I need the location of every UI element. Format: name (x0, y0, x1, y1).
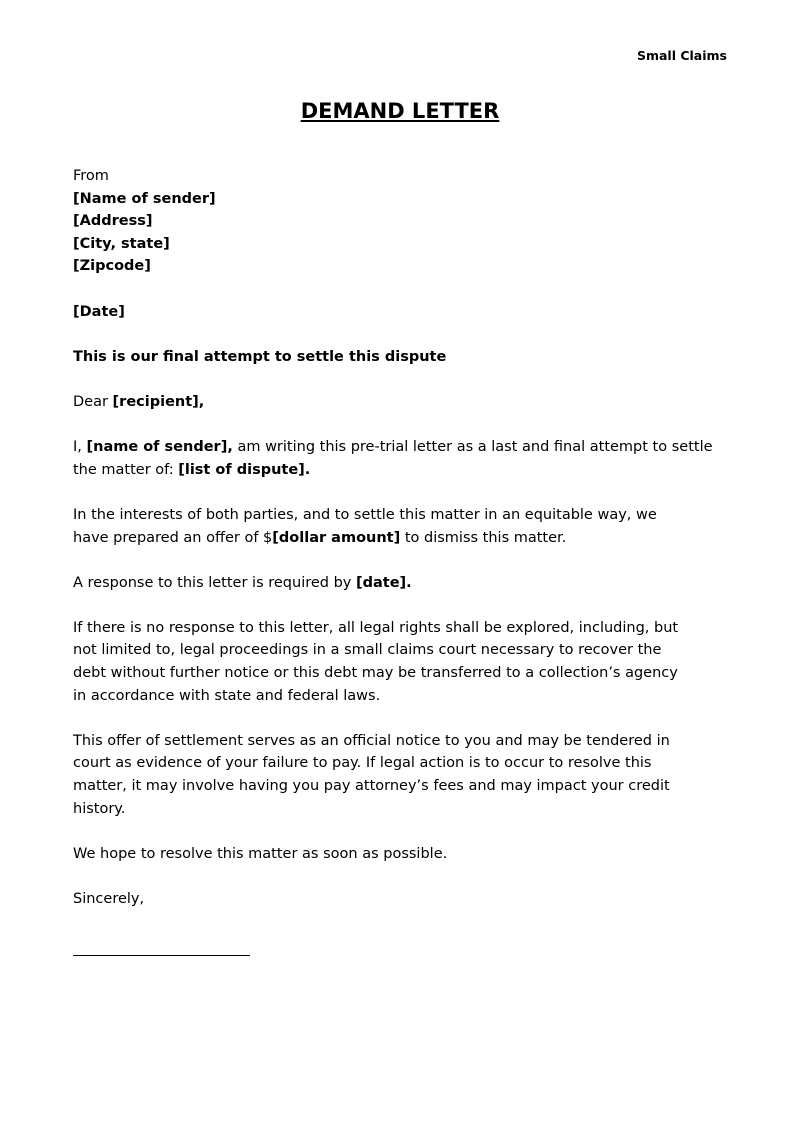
notice-line2: court as evidence of your failure to pay. If legal action is to occur to resolve this (73, 755, 652, 772)
intro-prefix: I, (73, 439, 87, 456)
legal-line3: debt without further notice or this debt may be transferred to a collection’s agency (73, 665, 678, 682)
response-prefix: A response to this letter is required by (73, 574, 356, 591)
closing-text: Sincerely, (73, 891, 145, 907)
intro-sender-name: [name of sender], (86, 439, 233, 456)
sender-block (73, 165, 733, 278)
intro-line1-rest: am writing this pre-trial letter as a last and final attempt to settle (232, 439, 713, 456)
offer-line1: In the interests of both parties, and to settle this matter in an equitable way, we (73, 506, 657, 523)
signature-line (73, 955, 250, 956)
notice-line1: This offer of settlement serves as an official notice to you and may be tendered in (73, 732, 670, 749)
intro-dispute-list: [list of dispute]. (178, 461, 311, 478)
intro-line2-prefix: the matter of: (73, 461, 179, 478)
paragraph-legal-rights (73, 617, 733, 707)
header-category-label: Small Claims (636, 48, 727, 63)
salutation-recipient: [recipient], (112, 393, 205, 410)
response-date: [date]. (356, 574, 412, 591)
subject-block (73, 346, 733, 369)
sender-name: [Name of sender] (73, 190, 216, 207)
resolve-text: We hope to resolve this matter as soon as possible. (73, 845, 448, 862)
notice-line3: matter, it may involve having you pay attorney’s fees and may impact your credit (73, 778, 670, 795)
closing-block (73, 888, 733, 911)
offer-line2-rest: to dismiss this matter. (400, 529, 567, 546)
paragraph-resolve (73, 843, 733, 866)
letter-date: [Date] (73, 303, 125, 320)
legal-line4: in accordance with state and federal laws. (73, 687, 381, 704)
from-label: From (73, 168, 109, 184)
legal-line1: If there is no response to this letter, all legal rights shall be explored, including, but (73, 619, 679, 636)
sender-city-state: [City, state] (73, 235, 170, 252)
letter-subject: This is our final attempt to settle this dispute (73, 348, 447, 365)
salutation (73, 391, 733, 414)
paragraph-offer (73, 504, 733, 549)
document-title: DEMAND LETTER (300, 99, 500, 123)
legal-line2: not limited to, legal proceedings in a small claims court necessary to recover the (73, 642, 662, 659)
salutation-prefix: Dear (73, 393, 113, 410)
notice-line4: history. (73, 800, 126, 817)
sender-address: [Address] (73, 213, 153, 230)
offer-dollar-amount: [dollar amount] (272, 529, 401, 546)
paragraph-intro (73, 436, 733, 481)
paragraph-response (73, 572, 733, 595)
paragraph-settlement-notice (73, 730, 733, 820)
sender-zipcode: [Zipcode] (73, 258, 151, 275)
date-block (73, 301, 733, 324)
offer-line2-prefix: have prepared an offer of $ (73, 529, 273, 546)
letter-body (73, 165, 733, 933)
